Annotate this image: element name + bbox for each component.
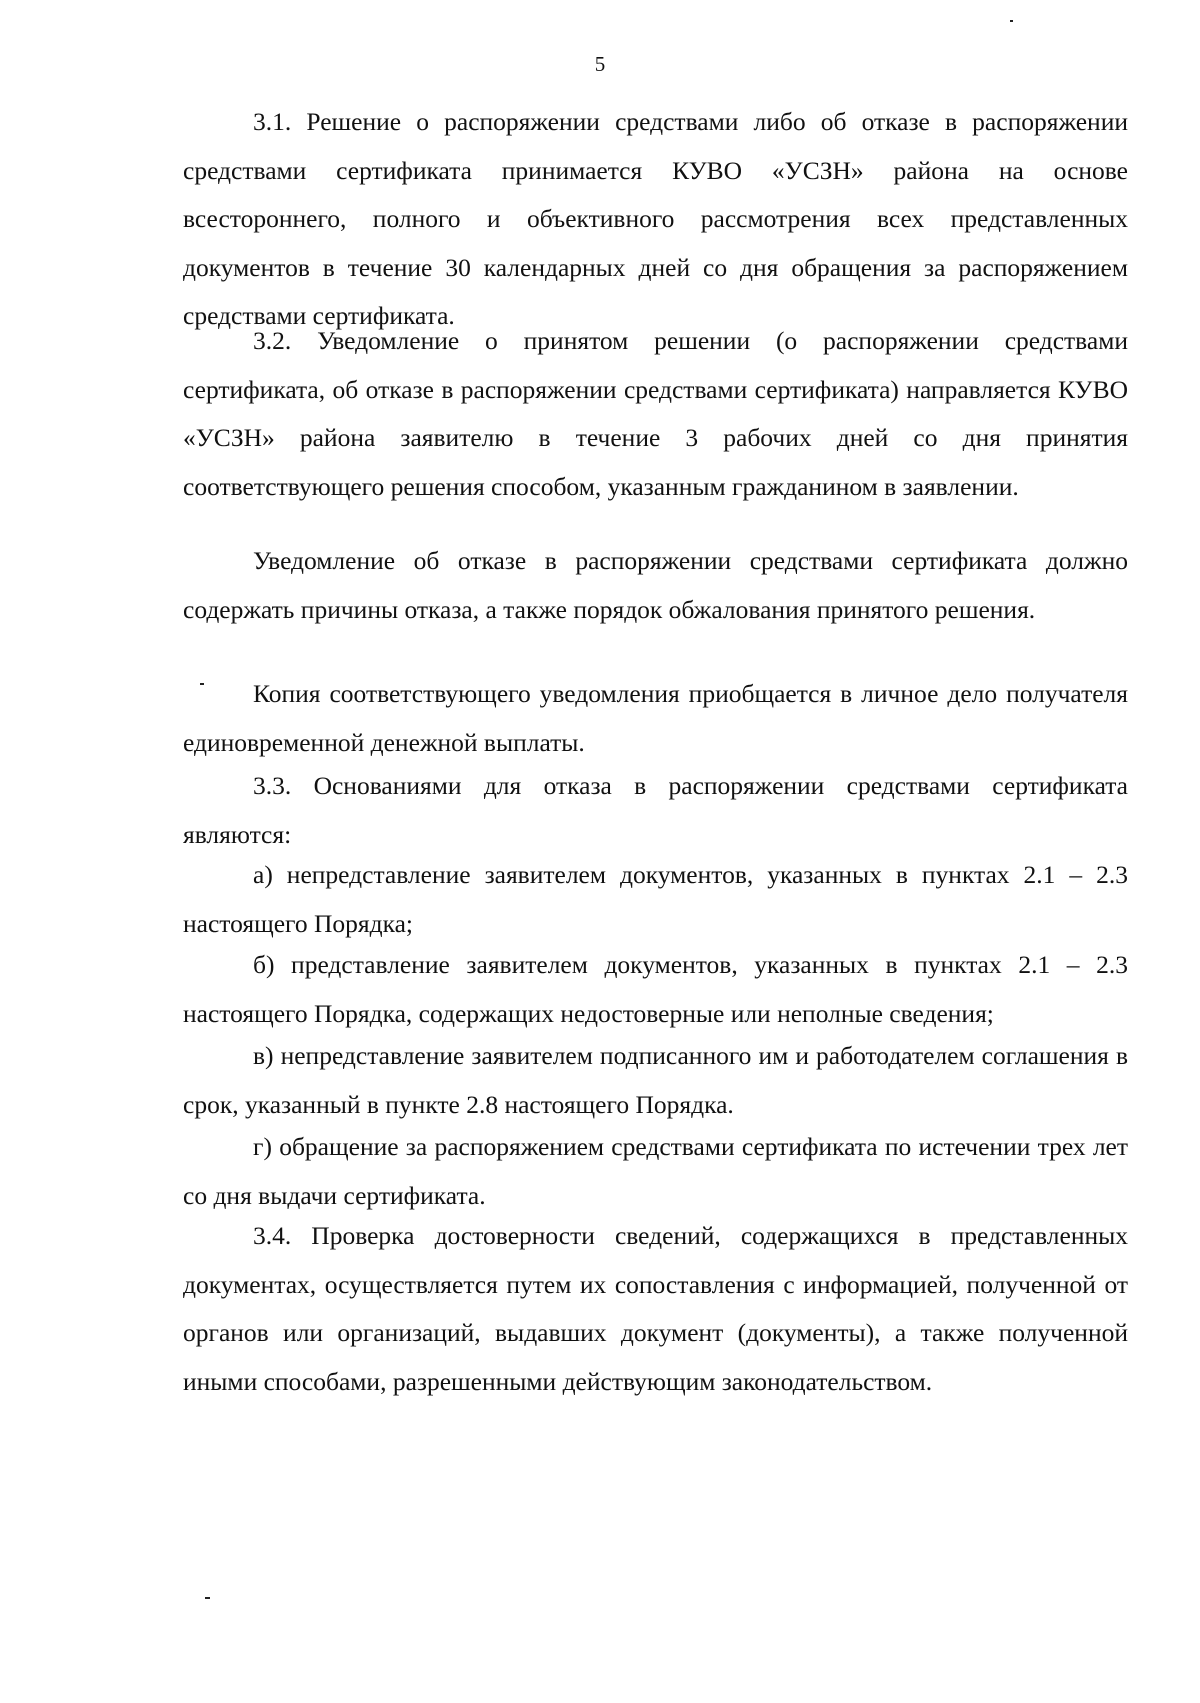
list-item-v: в) непредставление заявителем подписанного им и работодателем соглашения в срок, указанный в пункте 2.8 настоящего Порядка. [183, 1041, 1128, 1119]
paragraph-refusal-notice: Уведомление об отказе в распоряжении средствами сертификата должно содержать причины отказа, а также порядок обжалования принятого решения. [183, 546, 1128, 624]
scan-speck [1010, 20, 1013, 22]
paragraph-3-4: 3.4. Проверка достоверности сведений, содержащихся в представленных документах, осуществляется путем их сопоставления с информацией, полученной от органов или организаций, выдавших документ (документы), а также полученной иными способами, разрешенными действующим законодательством. [183, 1221, 1128, 1396]
paragraph-3-3: 3.3. Основаниями для отказа в распоряжении средствами сертификата являются: [183, 771, 1128, 849]
paragraph-3-2: 3.2. Уведомление о принятом решении (о распоряжении средствами сертификата, об отказе в распоряжении средствами сертификата) направляется КУВО «УСЗН» района заявителю в течение 3 рабочих дней со дня принятия соответствующего решения способом, указанным гражданином в заявлении. [183, 326, 1128, 501]
list-item-g: г) обращение за распоряжением средствами сертификата по истечении трех лет со дня выдачи сертификата. [183, 1132, 1128, 1210]
paragraph-notice-copy: Копия соответствующего уведомления приобщается в личное дело получателя единовременной денежной выплаты. [183, 679, 1128, 757]
scan-speck [200, 683, 204, 685]
list-item-b: б) представление заявителем документов, указанных в пунктах 2.1 – 2.3 настоящего Порядка, содержащих недостоверные или неполные сведения; [183, 950, 1128, 1028]
page-number: 5 [594, 52, 606, 76]
paragraph-3-1: 3.1. Решение о распоряжении средствами либо об отказе в распоряжении средствами сертификата принимается КУВО «УСЗН» района на основе всестороннего, полного и объективного рассмотрения всех представленных документов в течение 30 календарных дней со дня обращения за распоряжением средствами сертификата. [183, 107, 1128, 330]
list-item-a: а) непредставление заявителем документов, указанных в пунктах 2.1 – 2.3 настоящего Порядка; [183, 860, 1128, 938]
scan-speck [205, 1597, 210, 1599]
